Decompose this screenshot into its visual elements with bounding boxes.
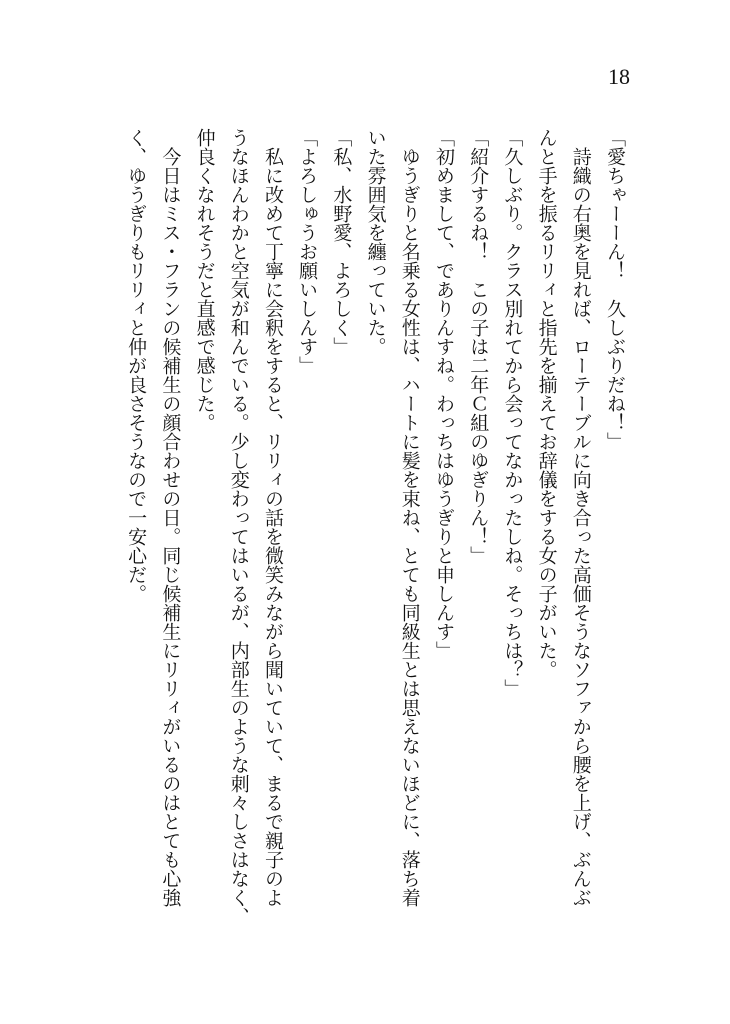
page-number: 18	[608, 64, 630, 89]
text-line: 仲良くなれそうだと直感で感じた。	[193, 128, 216, 432]
text-line: 「愛ちゃーーん！ 久しぶりだね！」	[604, 128, 626, 451]
text-line: うなほんわかと空気が和んでいる。少し変わってはいるが、内部生のような刺々しさはなく、	[227, 128, 250, 926]
text-line: く、ゆうぎりもリリィと仲が良さそうなので一安心だ。	[125, 128, 148, 603]
text-line: 「よろしゅうお願いしんす」	[296, 128, 319, 375]
text-line: 「紹介するね！ この子は二年Ｃ組のゆぎりん！」	[467, 128, 490, 565]
text-line: 「久しぶり。クラス別れてから会ってなかったしね。そっちは？」	[501, 128, 524, 698]
vertical-text-body	[119, 128, 632, 928]
text-line: 「私、水野愛、よろしく」	[330, 128, 353, 356]
text-line: 私に改めて丁寧に会釈をすると、リリィの話を微笑みながら聞いていて、まるで親子のよ	[261, 128, 284, 907]
text-line: いた雰囲気を纏っていた。	[364, 128, 387, 356]
text-line: 「初めまして、でありんすね。わっちはゆうぎりと申しんす」	[432, 128, 455, 660]
text-line: 詩織の右奥を見れば、ローテーブルに向き合った高価そうなソファから腰を上げ、ぶんぶ	[569, 128, 592, 907]
text-line: んと手を振るリリィと指先を揃えてお辞儀をする女の子がいた。	[535, 128, 558, 679]
text-line: ゆうぎりと名乗る女性は、ハートに髪を束ね、とても同級生とは思えないほどに、落ち着	[398, 128, 421, 907]
text-line: 今日はミス・フランの候補生の顔合わせの日。同じ候補生にリリィがいるのはとても心強	[159, 128, 182, 907]
